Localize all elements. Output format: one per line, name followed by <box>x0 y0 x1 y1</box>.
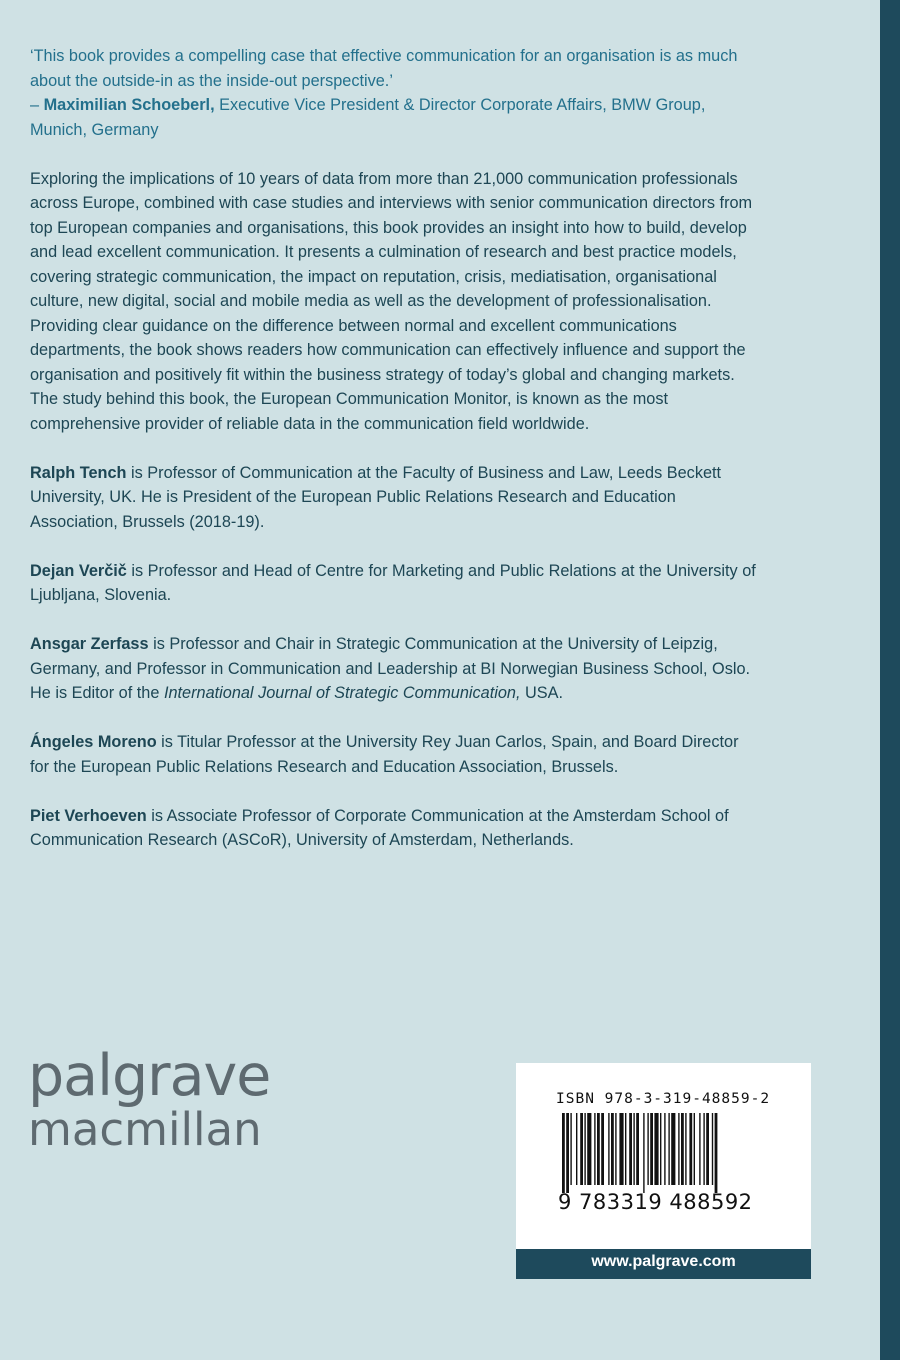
barcode-bar <box>633 1113 634 1185</box>
author-bio <box>30 461 760 535</box>
barcode-bar <box>715 1113 718 1193</box>
author-name: Piet Verhoeven <box>30 806 147 825</box>
isbn-label: ISBN 978-3-319-48859-2 <box>556 1091 771 1107</box>
publisher-logo <box>28 1043 271 1156</box>
barcode-bar <box>597 1113 600 1185</box>
author-name: Ángeles Moreno <box>30 733 157 751</box>
author-bio-text: is Professor of Communication at the Faculty of Business and Law, Leeds Beckett University, UK. He is President of the European Public Relations Research and Education Association, Brussels (2018-19). <box>30 463 722 531</box>
author-bio <box>30 632 760 706</box>
barcode-bar <box>580 1113 583 1185</box>
barcode-bar <box>636 1113 639 1185</box>
barcode-bar <box>619 1113 623 1185</box>
barcode-digits: 9 783319 488592 <box>558 1190 753 1214</box>
barcode-bar <box>629 1113 632 1185</box>
book-description: Exploring the implications of 10 years of data from more than 21,000 communication professionals across Europe, combined with case studies and interviews with senior communication directors from top European companies and organisations, this book provides an insight into how to build, develop and lead excellent communication. It presents a culmination of research and best practice models, covering strategic communication, the impact on reputation, crisis, mediatisation, organisational culture, new digital, social and mobile media as well as the development of professionalisation. Providing clear guidance on the difference between normal and excellent communications departments, the book shows readers how communication can effectively influence and support the organisation and positively fit within the business strategy of today’s global and changing markets. The study behind this book, the European Communication Monitor, is known as the most comprehensive provider of reliable data in the communication field worldwide. <box>30 169 753 433</box>
quote-dash: – <box>30 96 44 114</box>
journal-title: International Journal of Strategic Communication, <box>163 684 521 702</box>
barcode-bar <box>699 1113 700 1185</box>
barcode-bar <box>668 1113 669 1185</box>
publisher-url[interactable]: www.palgrave.com <box>516 1249 811 1279</box>
barcode-bar <box>562 1113 565 1193</box>
barcode-bar <box>570 1113 571 1185</box>
quote-text: ‘This book provides a compelling case that effective communication for an organisation is as much about the outside-in as the inside-out perspective.’ <box>30 47 738 90</box>
back-cover-text <box>30 44 760 853</box>
author-bio-text-after: USA. <box>520 684 564 702</box>
barcode-bar <box>660 1113 661 1185</box>
publisher-logo-line1: palgrave <box>28 1043 271 1109</box>
barcode-bar <box>694 1113 695 1185</box>
barcode-bar <box>703 1113 704 1185</box>
barcode-bar <box>611 1113 614 1185</box>
barcode-bar <box>615 1113 616 1185</box>
barcode-bar <box>706 1113 709 1185</box>
quote-author: Maximilian Schoeberl, <box>43 96 215 114</box>
barcode-bar <box>647 1113 648 1185</box>
barcode-bar <box>576 1113 577 1185</box>
author-bio-text: is Professor and Head of Centre for Marketing and Public Relations at the University of Ljubljana, Slovenia. <box>30 561 756 604</box>
barcode-bar <box>681 1113 684 1185</box>
barcode-bar <box>654 1113 658 1185</box>
barcode-bar <box>608 1113 609 1185</box>
barcode-image <box>562 1113 762 1193</box>
barcode-bar <box>601 1113 604 1185</box>
barcode-bar <box>678 1113 679 1185</box>
publisher-logo-line2: macmillan <box>28 1103 262 1156</box>
author-name: Ansgar Zerfass <box>30 635 149 653</box>
barcode-bar <box>566 1113 569 1193</box>
barcode-bar <box>664 1113 665 1185</box>
barcode-bar <box>584 1113 585 1185</box>
barcode-bar <box>587 1113 591 1185</box>
barcode-bar <box>625 1113 626 1185</box>
barcode-bar <box>643 1113 644 1193</box>
barcode-bar <box>685 1113 686 1185</box>
barcode-bar <box>671 1113 675 1185</box>
cover-edge-strip <box>880 0 900 1360</box>
author-bio <box>30 730 760 779</box>
quote-affiliation: Executive Vice President & Director Corporate Affairs, BMW Group, Munich, Germany <box>30 96 706 139</box>
author-bio <box>30 559 760 608</box>
author-bio <box>30 804 760 853</box>
author-bio-text: is Titular Professor at the University Rey Juan Carlos, Spain, and Board Director for the European Public Relations Research and Education Association, Brussels. <box>30 733 739 776</box>
barcode-bar <box>689 1113 692 1185</box>
author-name: Ralph Tench <box>30 463 127 482</box>
endorsement-quote <box>30 44 760 142</box>
author-bio-text: is Professor and Chair in Strategic Communication at the University of Leipzig, Germany, and Professor in Communication and Leadership at BI Norwegian Business School, Oslo. He is Editor of the <box>30 635 751 702</box>
author-bio-text: is Associate Professor of Corporate Communication at the Amsterdam School of Communication Research (ASCoR), University of Amsterdam, Netherlands. <box>30 806 729 849</box>
barcode-bar <box>712 1113 713 1185</box>
barcode-bar <box>650 1113 653 1185</box>
author-name: Dejan Verčič <box>30 561 127 580</box>
barcode-bar <box>594 1113 595 1185</box>
isbn-barcode-panel <box>516 1063 811 1249</box>
